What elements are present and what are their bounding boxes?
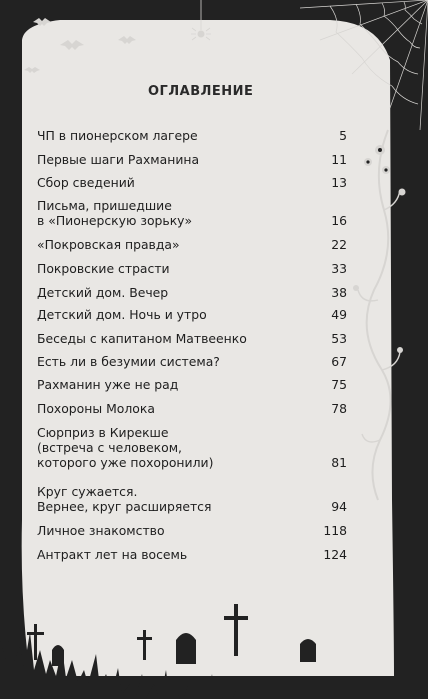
toc-entry-title-line: Беседы с капитаном Матвеенко bbox=[37, 331, 247, 346]
toc-entry-title-line: Покровские страсти bbox=[37, 261, 170, 276]
toc-entry-title-line: Детский дом. Вечер bbox=[37, 285, 169, 300]
toc-entry-page: 94 bbox=[331, 499, 347, 514]
toc-entry-title bbox=[37, 484, 211, 514]
toc-entry-title-line: Похороны Молока bbox=[37, 401, 155, 416]
toc-entry-page: 16 bbox=[331, 213, 347, 228]
toc-entry-page: 75 bbox=[331, 377, 347, 392]
toc-entry-title bbox=[37, 377, 178, 392]
toc-entry-title-line: Вернее, круг расширяется bbox=[37, 499, 212, 514]
toc-entry-title-line: Сбор сведений bbox=[37, 175, 135, 190]
toc-entry-title bbox=[37, 128, 198, 143]
toc-entry-title bbox=[37, 331, 247, 346]
toc-entry-title-line: в «Пионерскую зорьку» bbox=[37, 213, 193, 228]
toc-entry-title bbox=[37, 152, 199, 167]
toc-entry-title bbox=[37, 237, 180, 252]
toc-entry-title bbox=[37, 175, 135, 190]
toc-entry-title-line: Рахманин уже не рад bbox=[37, 377, 179, 392]
toc-entry-page: 49 bbox=[331, 307, 347, 322]
toc-entry-title bbox=[37, 547, 187, 562]
toc-entry-title-line: (встреча с человеком, bbox=[37, 440, 182, 455]
toc-entry-title-line: Первые шаги Рахманина bbox=[37, 152, 200, 167]
toc-entry-title bbox=[37, 401, 155, 416]
toc-entry-page: 81 bbox=[331, 455, 347, 470]
toc-entry-title bbox=[37, 307, 207, 322]
toc-entry-page: 22 bbox=[331, 237, 347, 252]
toc-entry-page: 124 bbox=[323, 547, 347, 562]
toc-entry-title bbox=[37, 523, 165, 538]
toc-entry-page: 78 bbox=[331, 401, 347, 416]
toc-entry-title-line: Детский дом. Ночь и утро bbox=[37, 307, 207, 322]
toc-entry-title bbox=[37, 285, 168, 300]
toc-entry-page: 67 bbox=[331, 354, 347, 369]
toc-entry-title bbox=[37, 261, 170, 276]
toc-entry-title-line: «Покровская правда» bbox=[37, 237, 180, 252]
toc-entry-page: 13 bbox=[331, 175, 347, 190]
toc-entry-page: 5 bbox=[339, 128, 347, 143]
toc-entry-page: 38 bbox=[331, 285, 347, 300]
toc-entry-page: 53 bbox=[331, 331, 347, 346]
toc-entry-title-line: Письма, пришедшие bbox=[37, 198, 172, 213]
toc-entry-page: 118 bbox=[323, 523, 347, 538]
toc-entry-title-line: Личное знакомство bbox=[37, 523, 165, 538]
toc-entry-title-line: Антракт лет на восемь bbox=[37, 547, 188, 562]
toc-heading: ОГЛАВЛЕНИЕ bbox=[148, 84, 254, 99]
toc-entry-title-line: Сюрприз в Кирекше bbox=[37, 425, 169, 440]
toc-entry-title bbox=[37, 425, 213, 470]
toc-entry-page: 11 bbox=[331, 152, 347, 167]
toc-entry-title-line: Круг сужается. bbox=[37, 484, 138, 499]
toc-entry-title-line: которого уже похоронили) bbox=[37, 455, 214, 470]
toc-entry-title bbox=[37, 354, 220, 369]
toc-entry-title-line: Есть ли в безумии система? bbox=[37, 354, 220, 369]
toc-entry-title bbox=[37, 198, 192, 228]
toc-entry-title-line: ЧП в пионерском лагере bbox=[37, 128, 198, 143]
toc-entry-page: 33 bbox=[331, 261, 347, 276]
